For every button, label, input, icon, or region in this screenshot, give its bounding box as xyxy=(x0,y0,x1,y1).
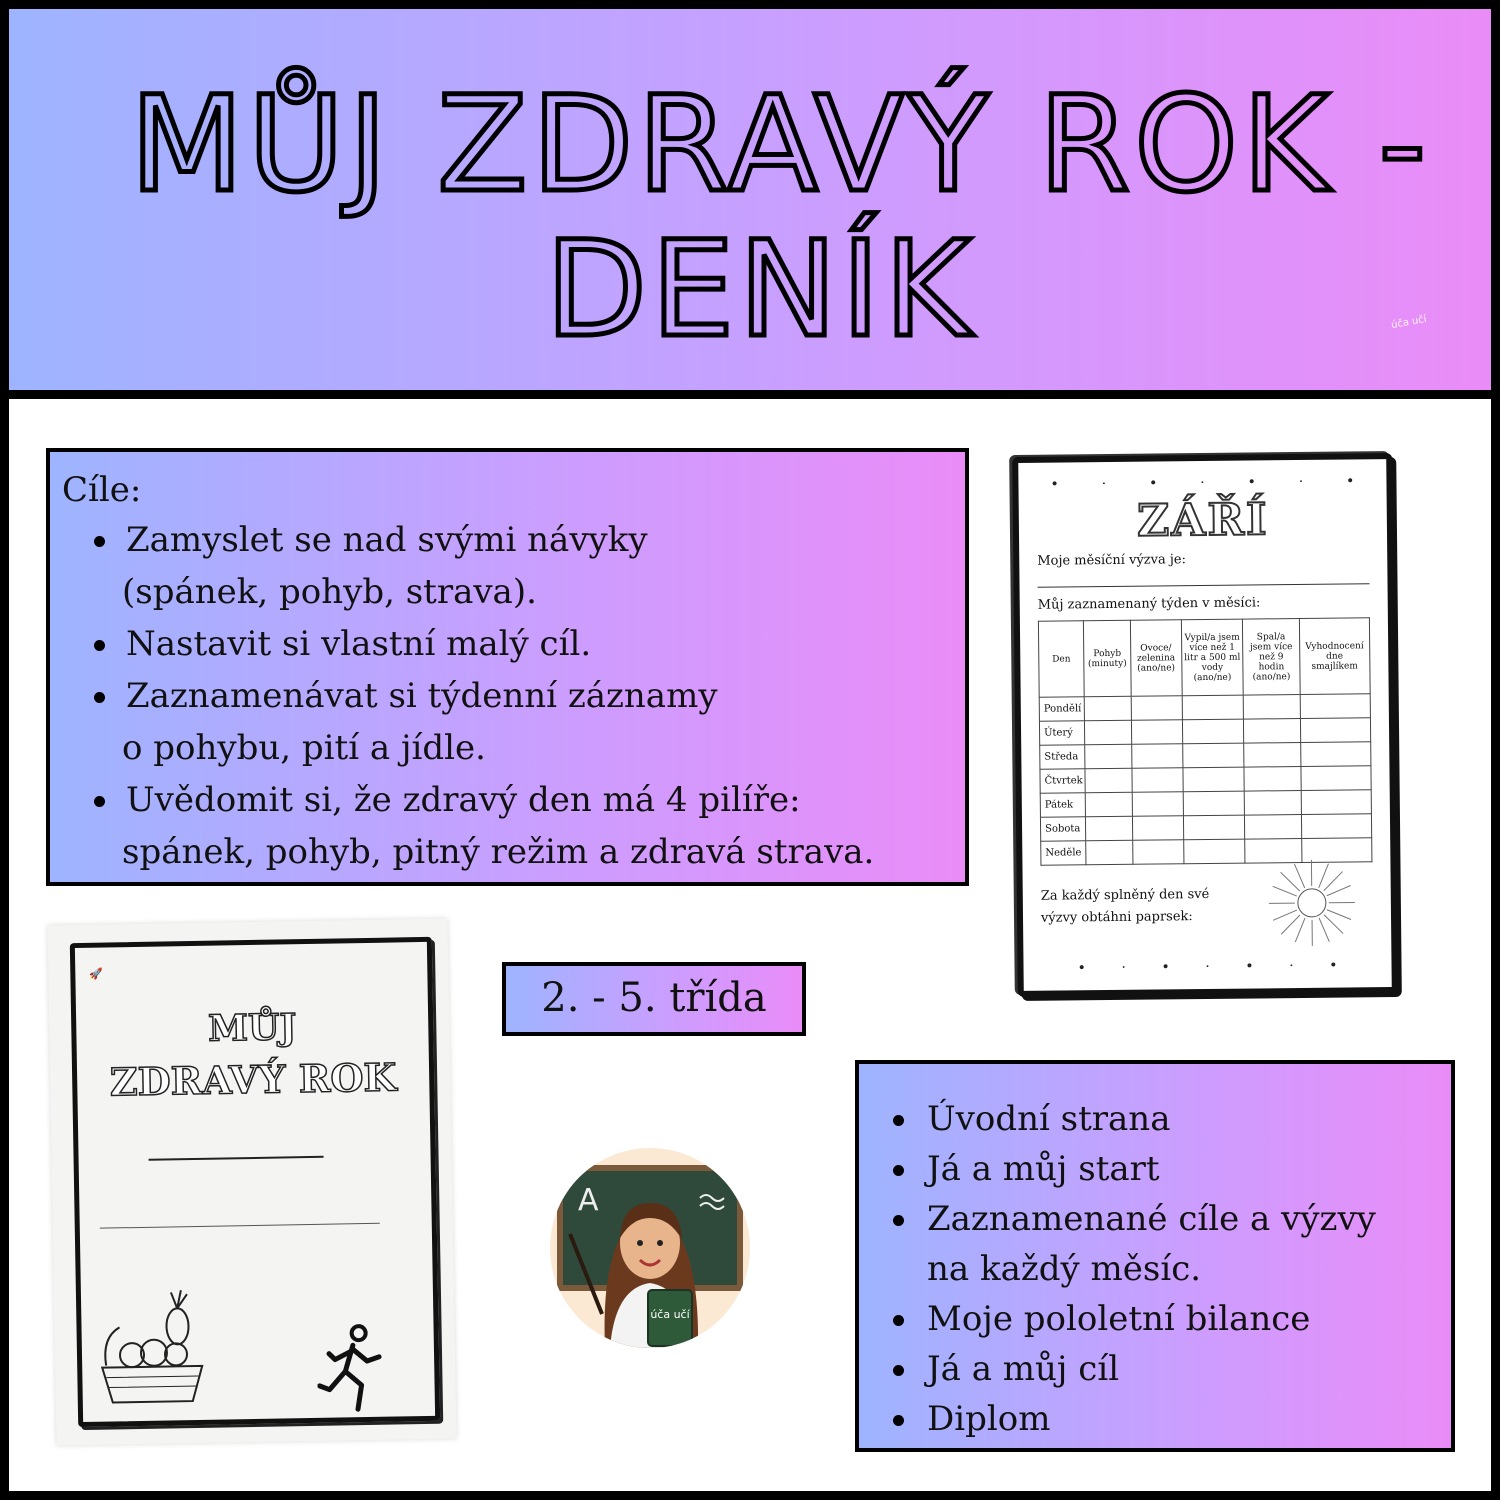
rocket-icon: 🚀 xyxy=(89,967,104,981)
board-letter: A xyxy=(578,1183,599,1218)
runner-icon xyxy=(316,1323,388,1414)
decor-dots: • · • · • · • xyxy=(1050,473,1355,493)
goal-item: Uvědomit si, že zdravý den má 4 pilíře: spánek, pohyb, pitný režim a zdravá strava. xyxy=(92,774,953,878)
table-row: Pátek xyxy=(1040,790,1371,817)
decor-dots: • · • · • · • xyxy=(1077,957,1338,977)
name-line xyxy=(149,1156,324,1161)
table-row: Čtvrtek xyxy=(1040,766,1371,793)
list-item: Já a můj start xyxy=(889,1144,1441,1194)
list-item: Zaznamenané cíle a výzvy na každý měsíc. xyxy=(889,1194,1441,1294)
worksheet-month: ZÁŘÍ xyxy=(1136,494,1269,547)
cover-title-2: ZDRAVÝ ROK xyxy=(109,1054,397,1105)
contents-list xyxy=(869,1094,1441,1444)
worksheet-preview xyxy=(1012,453,1398,997)
col-header: Vyhodnocení dne smajlíkem xyxy=(1299,618,1370,695)
col-header: Ovoce/ zelenina (ano/ne) xyxy=(1130,620,1181,697)
cover-frame xyxy=(70,937,440,1427)
table-row: Středa xyxy=(1040,742,1371,769)
col-header: Den xyxy=(1038,621,1084,697)
table-row: Neděle xyxy=(1041,838,1372,865)
list-item: Úvodní strana xyxy=(889,1094,1441,1144)
col-header: Vypil/a jsem více než 1 litr a 500 ml vody (ano/ne) xyxy=(1181,619,1244,696)
challenge-line xyxy=(1038,583,1370,587)
goals-box xyxy=(46,448,969,886)
teacher-avatar xyxy=(550,1148,750,1348)
goals-list xyxy=(62,514,953,878)
teacher-illustration xyxy=(550,1148,750,1348)
cover-title-1: MŮJ xyxy=(207,1006,297,1050)
goal-item: Nastavit si vlastní malý cíl. xyxy=(92,618,953,670)
list-item: Moje pololetní bilance xyxy=(889,1294,1441,1344)
watermark-logo: úča učí xyxy=(1390,313,1428,332)
table-row: Úterý xyxy=(1039,718,1370,745)
goal-item: Zaznamenávat si týdenní záznamy o pohybu, pití a jídle. xyxy=(92,670,953,774)
grade-badge: 2. - 5. třída xyxy=(502,962,806,1036)
cover-photo xyxy=(47,919,456,1446)
challenge-label: Moje měsíční výzva je: xyxy=(1037,552,1187,569)
sun-rays-icon xyxy=(1266,857,1357,948)
week-table xyxy=(1038,617,1373,865)
class-line xyxy=(100,1223,380,1229)
goal-item: Zamyslet se nad svými návyky (spánek, pohyb, strava). xyxy=(92,514,953,618)
table-header-row xyxy=(1038,618,1370,697)
fruit-basket-icon xyxy=(91,1286,213,1408)
contents-box xyxy=(855,1060,1455,1452)
table-row: Pondělí xyxy=(1039,694,1370,721)
week-label: Můj zaznamenaný týden v měsíci: xyxy=(1037,595,1261,613)
table-row: Sobota xyxy=(1040,814,1371,841)
list-item: Diplom xyxy=(889,1394,1441,1444)
rays-instruction: Za každý splněný den své výzvy obtáhni paprsek: xyxy=(1040,886,1210,926)
title-line-2: DENÍK xyxy=(545,213,975,367)
col-header: Pohyb (minuty) xyxy=(1084,620,1132,696)
col-header: Spal/a jsem více než 9 hodin (ano/ne) xyxy=(1243,619,1300,696)
goals-heading: Cíle: xyxy=(62,470,142,510)
title-line-1: MŮJ ZDRAVÝ ROK - xyxy=(129,68,1431,222)
list-item: Já a můj cíl xyxy=(889,1344,1441,1394)
book-label: úča učí xyxy=(650,1308,690,1321)
header-banner xyxy=(9,9,1491,399)
